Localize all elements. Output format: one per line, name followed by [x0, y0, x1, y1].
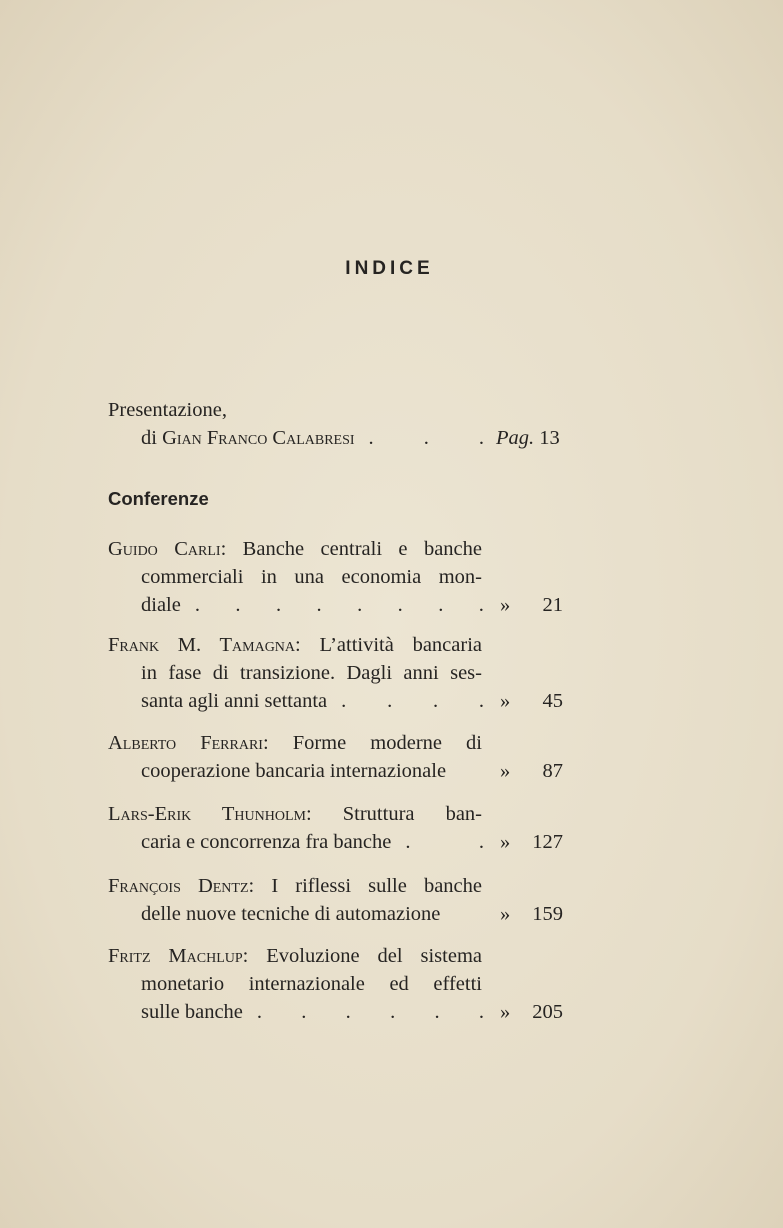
entry-title-text: in fase di transizione. Dagli anni ses- — [141, 662, 482, 684]
entry-title-text: : Banche centrali e banche — [220, 538, 482, 560]
page-number: 13 — [539, 427, 560, 449]
dot-leader: . . . . . . . . — [194, 594, 484, 616]
entry-title-text: sulle banche — [141, 1001, 243, 1023]
toc-entry-line — [108, 729, 482, 757]
toc-entry-line — [141, 659, 482, 687]
entry-page-number: 159 — [532, 903, 563, 925]
toc-entry-line — [108, 942, 482, 970]
entry-title-text: commerciali in una economia mon- — [141, 566, 482, 588]
page-title — [0, 258, 783, 280]
page-prefix: Pag. — [496, 427, 535, 449]
entry-author: Alberto Ferrari — [108, 732, 263, 754]
entry-page-number: 21 — [542, 594, 563, 616]
entry-author: Lars-Erik Thunholm — [108, 803, 306, 825]
entry-page-number: 127 — [532, 831, 563, 853]
toc-entry-line — [141, 563, 482, 591]
entry-author: Guido Carli — [108, 538, 221, 560]
entry-title-text: : Struttura ban- — [306, 803, 482, 825]
presentazione-prefix: di — [141, 427, 163, 449]
entry-page-number: 87 — [542, 760, 563, 782]
toc-entry-line — [141, 828, 486, 856]
entry-author: Fritz Machlup — [108, 945, 243, 967]
entry-page-number: 205 — [532, 1001, 563, 1023]
dot-leader: . . — [405, 831, 484, 853]
entry-author: François Dentz — [108, 875, 249, 897]
presentazione-author: Gian Franco Calabresi — [162, 427, 355, 449]
entry-title-text: : I riflessi sulle banche — [248, 875, 482, 897]
entry-title-text: cooperazione bancaria internazionale — [141, 760, 447, 782]
toc-entry-line — [108, 800, 482, 828]
dot-leader: . . . . — [341, 690, 484, 712]
entry-title-text: : L’attività bancaria — [295, 634, 482, 656]
toc-entry-line — [141, 900, 482, 928]
ditto-mark: » — [500, 690, 511, 712]
entry-page-number: 45 — [542, 690, 563, 712]
section-title: Conferenze — [108, 488, 209, 509]
entry-author: Frank M. Tamagna — [108, 634, 296, 656]
ditto-mark: » — [500, 903, 511, 925]
toc-entry-line — [108, 535, 482, 563]
entry-title-text: monetario internazionale ed effetti — [141, 973, 482, 995]
dot-leader: . . . . . . — [256, 1001, 484, 1023]
dot-leader: . . . — [368, 427, 484, 449]
title-text: INDICE — [345, 258, 434, 279]
toc-entry-line — [141, 970, 482, 998]
entry-title-text: santa agli anni settanta — [141, 690, 328, 712]
toc-entry-line — [108, 631, 482, 659]
entry-title-text: : Forme moderne di — [262, 732, 482, 754]
toc-entry-line — [141, 998, 486, 1026]
ditto-mark: » — [500, 831, 511, 853]
entry-title-text: diale — [141, 594, 181, 616]
entry-title-text: : Evoluzione del sistema — [242, 945, 482, 967]
toc-entry-line — [141, 687, 486, 715]
ditto-mark: » — [500, 760, 511, 782]
ditto-mark: » — [500, 594, 511, 616]
entry-title-text: delle nuove tecniche di automazione — [141, 903, 441, 925]
toc-entry-line — [141, 591, 486, 619]
entry-title-text: caria e concorrenza fra banche — [141, 831, 392, 853]
ditto-mark: » — [500, 1001, 511, 1023]
toc-entry-line — [108, 872, 482, 900]
presentazione-page — [496, 424, 560, 452]
toc-entry-line — [141, 757, 482, 785]
presentazione-author-line — [141, 424, 486, 452]
presentazione-label: Presentazione, — [108, 399, 227, 421]
